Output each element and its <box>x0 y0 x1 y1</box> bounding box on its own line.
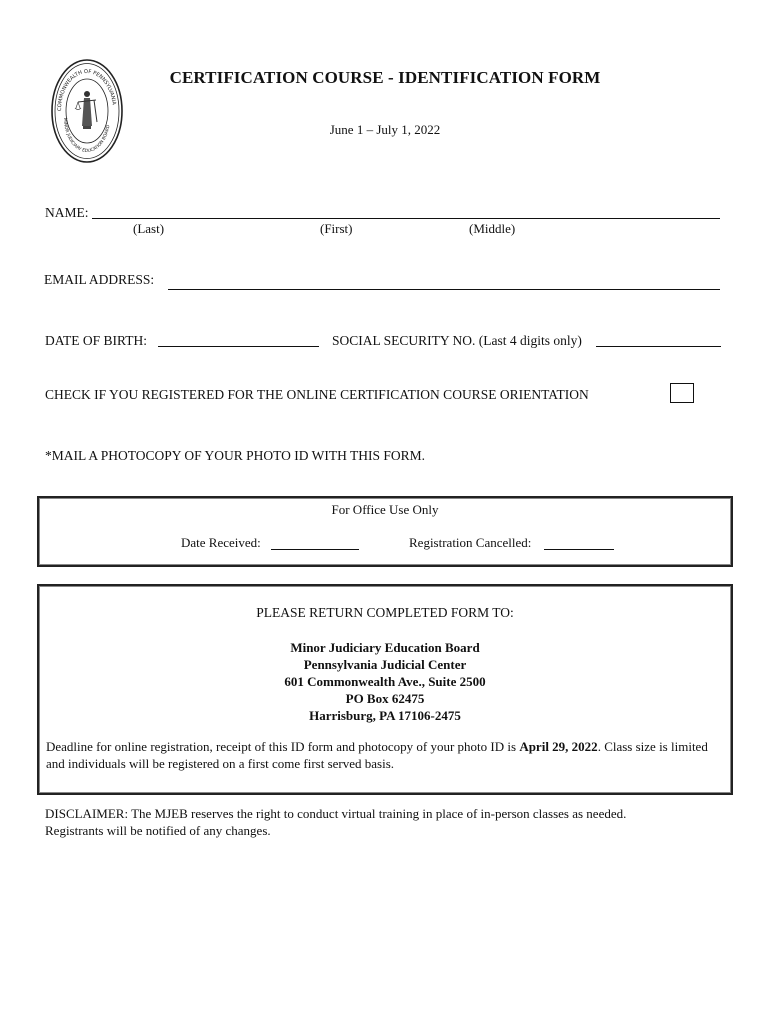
address-line: Pennsylvania Judicial Center <box>303 657 467 672</box>
seal-outer-text: COMMONWEALTH OF PENNSYLVANIA <box>56 68 117 112</box>
orientation-checkbox[interactable] <box>670 383 694 403</box>
date-received-label: Date Received: <box>181 535 261 550</box>
name-label: NAME: <box>45 205 89 220</box>
address-line: Harrisburg, PA 17106-2475 <box>309 708 461 723</box>
dob-label: DATE OF BIRTH: <box>45 333 147 348</box>
name-first-caption: (First) <box>320 221 353 236</box>
seal-inner-text: MINOR JUDICIARY EDUCATION BOARD <box>61 117 112 155</box>
date-received-field[interactable] <box>271 549 359 550</box>
deadline-date: April 29, 2022 <box>519 739 598 754</box>
orientation-label: CHECK IF YOU REGISTERED FOR THE ONLINE CERTIFICATION COURSE ORIENTATION <box>45 387 589 402</box>
name-middle-caption: (Middle) <box>469 221 516 236</box>
ssn-label: SOCIAL SECURITY NO. (Last 4 digits only) <box>332 333 582 348</box>
ssn-field[interactable] <box>596 346 721 347</box>
name-last-caption: (Last) <box>133 221 165 236</box>
address-line: PO Box 62475 <box>345 691 425 706</box>
return-heading: PLEASE RETURN COMPLETED FORM TO: <box>256 605 514 620</box>
deadline-intro: Deadline for online registration, receipt of this ID form and photocopy of your photo ID is <box>46 739 520 754</box>
address-line: Minor Judiciary Education Board <box>290 640 480 655</box>
form-title: CERTIFICATION COURSE - IDENTIFICATION FORM <box>169 68 601 87</box>
office-use-heading: For Office Use Only <box>331 502 439 517</box>
dob-field[interactable] <box>158 346 319 347</box>
office-use-box <box>37 496 733 567</box>
deadline-text <box>46 738 728 772</box>
name-field[interactable] <box>92 218 720 219</box>
disclaimer-text: DISCLAIMER: The MJEB reserves the right to conduct virtual training in place of in-person classes as needed. Registrants will be notified of any changes. <box>45 806 627 838</box>
course-dates: June 1 – July 1, 2022 <box>329 122 441 137</box>
return-address <box>39 639 731 724</box>
mail-photo-note: *MAIL A PHOTOCOPY OF YOUR PHOTO ID WITH THIS FORM. <box>45 448 426 463</box>
registration-cancelled-label: Registration Cancelled: <box>409 535 532 550</box>
address-line: 601 Commonwealth Ave., Suite 2500 <box>284 674 486 689</box>
return-info-box <box>37 584 733 795</box>
email-field[interactable] <box>168 289 720 290</box>
registration-cancelled-field[interactable] <box>544 549 614 550</box>
email-label: EMAIL ADDRESS: <box>44 272 155 287</box>
deadline-rest: . Class size is limited and individuals will be registered on a first come first served basis. <box>46 739 708 771</box>
